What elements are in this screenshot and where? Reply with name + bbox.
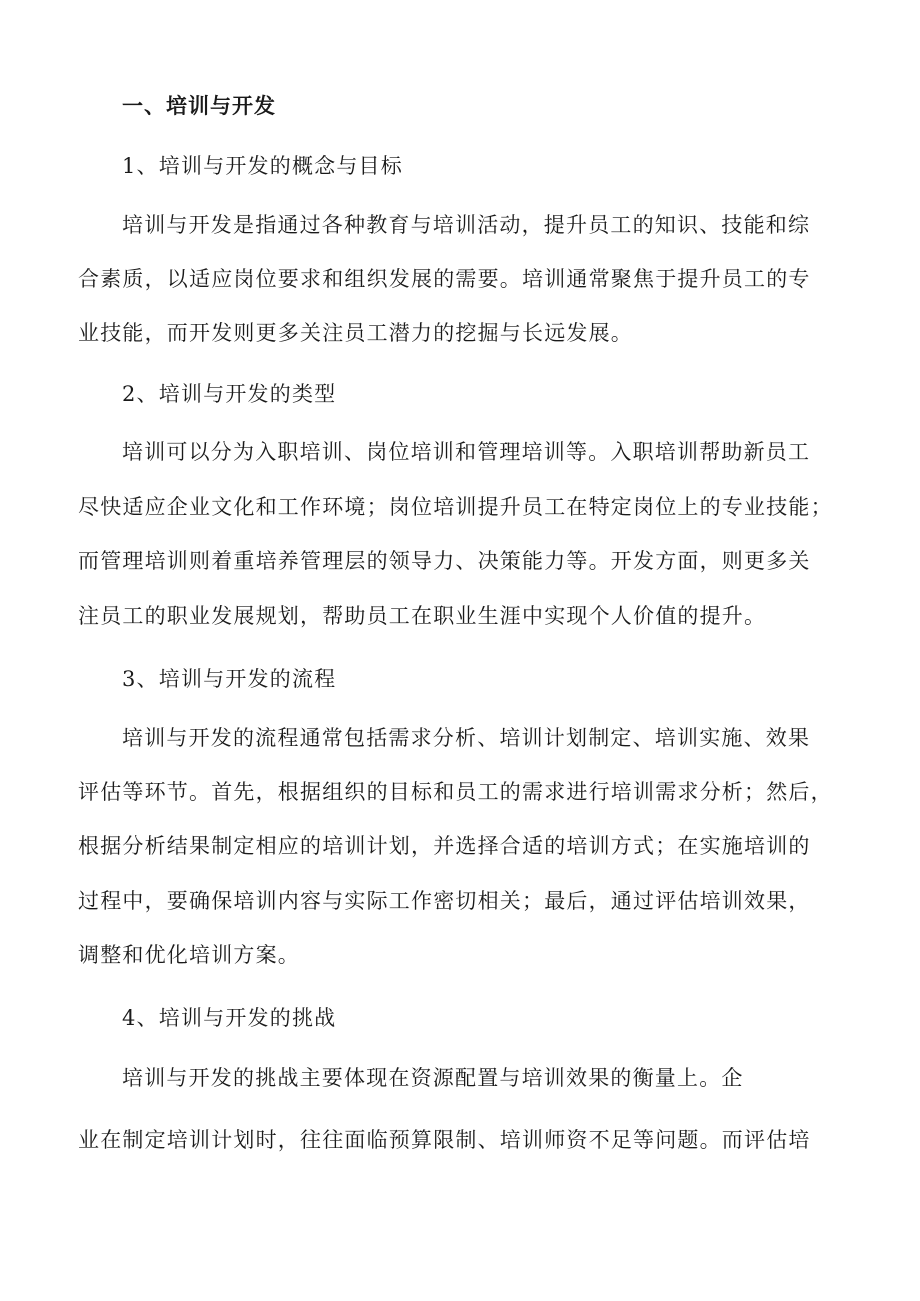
subsection-1-heading: 1、培训与开发的概念与目标 [122, 154, 403, 178]
paragraph-1-line-3: 业技能，而开发则更多关注员工潜力的挖掘与长远发展。 [78, 321, 633, 345]
paragraph-4-line-2: 业在制定培训计划时，往往面临预算限制、培训师资不足等问题。而评估培 [78, 1128, 811, 1152]
paragraph-3-line-4: 过程中，要确保培训内容与实际工作密切相关；最后，通过评估培训效果， [78, 889, 811, 913]
paragraph-2-line-1: 培训可以分为入职培训、岗位培训和管理培训等。入职培训帮助新员工 [122, 440, 811, 464]
section-title: 一、培训与开发 [122, 94, 276, 118]
paragraph-1-line-2: 合素质，以适应岗位要求和组织发展的需要。培训通常聚焦于提升员工的专 [78, 267, 811, 291]
paragraph-2-line-2: 尽快适应企业文化和工作环境；岗位培训提升员工在特定岗位上的专业技能； [78, 495, 833, 519]
subsection-2-heading: 2、培训与开发的类型 [122, 382, 337, 406]
paragraph-2-line-4: 注员工的职业发展规划，帮助员工在职业生涯中实现个人价值的提升。 [78, 604, 767, 628]
paragraph-4-line-1: 培训与开发的挑战主要体现在资源配置与培训效果的衡量上。企 [122, 1066, 744, 1090]
paragraph-3-line-1: 培训与开发的流程通常包括需求分析、培训计划制定、培训实施、效果 [122, 726, 811, 750]
subsection-3-heading: 3、培训与开发的流程 [122, 667, 337, 691]
paragraph-3-line-3: 根据分析结果制定相应的培训计划，并选择合适的培训方式；在实施培训的 [78, 834, 811, 858]
paragraph-3-line-2: 评估等环节。首先，根据组织的目标和员工的需求进行培训需求分析；然后， [78, 780, 833, 804]
paragraph-3-line-5: 调整和优化培训方案。 [78, 943, 300, 967]
paragraph-2-line-3: 而管理培训则着重培养管理层的领导力、决策能力等。开发方面，则更多关 [78, 549, 811, 573]
paragraph-1-line-1: 培训与开发是指通过各种教育与培训活动，提升员工的知识、技能和综 [122, 213, 811, 237]
subsection-4-heading: 4、培训与开发的挑战 [122, 1006, 337, 1030]
